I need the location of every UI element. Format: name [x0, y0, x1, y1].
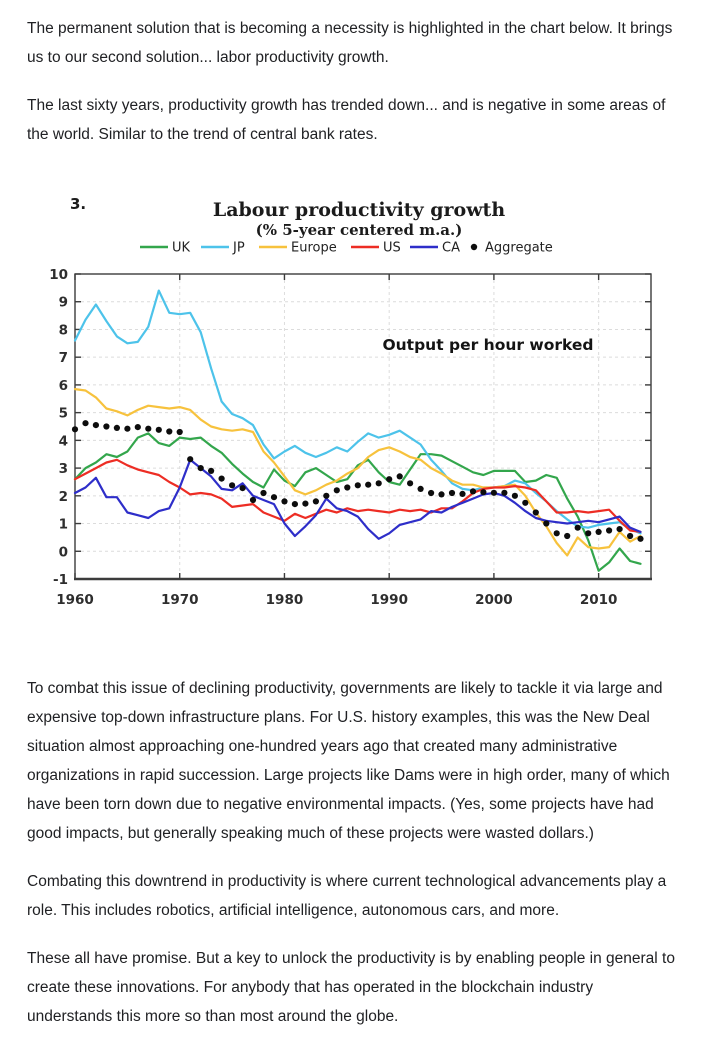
aggregate-dot	[491, 490, 497, 496]
aggregate-dot	[512, 493, 518, 499]
aggregate-dot	[292, 501, 298, 507]
y-tick-label: 0	[58, 544, 68, 561]
aggregate-dot	[82, 420, 88, 426]
legend-label-uk: UK	[172, 240, 191, 256]
productivity-chart-figure	[25, 191, 675, 626]
y-tick-label: 4	[58, 433, 68, 450]
figure-number: 3.	[70, 195, 87, 213]
aggregate-dot	[103, 423, 109, 429]
legend-label-aggregate: Aggregate	[485, 240, 553, 256]
aggregate-dot	[177, 429, 183, 435]
y-tick-label: -1	[53, 572, 68, 588]
aggregate-dot	[459, 491, 465, 497]
aggregate-dot	[302, 501, 308, 507]
paragraph-intro: The permanent solution that is becoming a necessity is highlighted in the chart below. It brings us to our second solution... labor productivity growth.	[27, 20, 673, 66]
legend-label-us: US	[383, 240, 401, 256]
chart-subtitle: (% 5-year centered m.a.)	[255, 221, 463, 239]
aggregate-dot	[386, 476, 392, 482]
aggregate-dot	[428, 490, 434, 496]
aggregate-dot	[564, 533, 570, 539]
aggregate-dot	[135, 424, 141, 430]
y-tick-label: 3	[58, 461, 68, 478]
aggregate-dot	[323, 493, 329, 499]
aggregate-dot	[397, 473, 403, 479]
annotation-output-per-hour: Output per hour worked	[382, 336, 594, 354]
y-tick-label: 5	[58, 405, 68, 422]
aggregate-dot	[281, 498, 287, 504]
aggregate-dot	[93, 422, 99, 428]
series-line-jp	[75, 291, 641, 534]
legend-swatch-aggregate	[471, 244, 477, 250]
aggregate-dot	[114, 425, 120, 431]
paragraph-promise: These all have promise. But a key to unlock the productivity is by enabling people in general to create these innovations. For anybody that has operated in the blockchain industry understands this more so than most around the globe.	[27, 950, 675, 1025]
y-tick-label: 10	[49, 267, 68, 283]
paragraph-combat: To combat this issue of declining productivity, governments are likely to tackle it via large and expensive top-down infrastructure plans. For U.S. history examples, this was the New Deal situation almost approaching one-hundred years ago that created many administrative organizations in rapid succession. Large projects like Dams were in high order, many of which have been torn down due to negative environmental impacts. (Yes, some projects have had good impacts, but generally speaking much of these projects were wasted dollars.)	[27, 680, 670, 842]
aggregate-dot	[240, 485, 246, 491]
paragraph-trend: The last sixty years, productivity growth has trended down... and is negative in some areas of the world. Similar to the trend of central bank rates.	[27, 97, 666, 143]
paragraph-technology: Combating this downtrend in productivity is where current technological advancements play a role. This includes robotics, artificial intelligence, autonomous cars, and more.	[27, 873, 667, 919]
aggregate-dot	[522, 500, 528, 506]
aggregate-dot	[585, 530, 591, 536]
aggregate-dot	[156, 427, 162, 433]
aggregate-dot	[229, 482, 235, 488]
aggregate-dot	[438, 491, 444, 497]
aggregate-dot	[596, 529, 602, 535]
aggregate-dot	[124, 426, 130, 432]
aggregate-dot	[344, 484, 350, 490]
aggregate-dot	[470, 488, 476, 494]
aggregate-dot	[637, 536, 643, 542]
aggregate-dot	[355, 482, 361, 488]
aggregate-dot	[187, 456, 193, 462]
aggregate-dot	[166, 428, 172, 434]
plot-border	[75, 274, 651, 579]
aggregate-dot	[533, 509, 539, 515]
y-tick-label: 2	[58, 488, 68, 505]
aggregate-dot	[271, 494, 277, 500]
aggregate-dot	[260, 490, 266, 496]
y-tick-label: 7	[58, 350, 68, 367]
aggregate-dot	[376, 480, 382, 486]
aggregate-dot	[145, 426, 151, 432]
aggregate-dot	[449, 490, 455, 496]
aggregate-dot	[554, 530, 560, 536]
aggregate-dot	[407, 480, 413, 486]
aggregate-dot	[365, 482, 371, 488]
aggregate-dot	[219, 476, 225, 482]
aggregate-dot	[480, 489, 486, 495]
y-tick-label: 8	[58, 322, 68, 339]
aggregate-dot	[501, 490, 507, 496]
series-line-uk	[75, 433, 641, 570]
aggregate-dot	[313, 498, 319, 504]
aggregate-dot	[418, 486, 424, 492]
aggregate-dot	[617, 526, 623, 532]
aggregate-dot	[334, 487, 340, 493]
aggregate-dot	[543, 520, 549, 526]
aggregate-dot	[72, 426, 78, 432]
series-line-ca	[75, 460, 641, 539]
legend-label-ca: CA	[442, 240, 460, 256]
x-tick-label: 2010	[579, 592, 618, 608]
aggregate-dot	[606, 527, 612, 533]
productivity-chart-svg	[25, 191, 685, 621]
y-tick-label: 9	[58, 294, 68, 311]
x-tick-label: 1960	[56, 592, 94, 608]
y-tick-label: 6	[58, 377, 68, 394]
legend-label-jp: JP	[233, 240, 245, 256]
x-tick-label: 1990	[370, 592, 408, 608]
aggregate-dot	[575, 525, 581, 531]
x-tick-label: 2000	[475, 592, 513, 608]
aggregate-dot	[208, 468, 214, 474]
x-tick-label: 1970	[160, 592, 199, 608]
aggregate-dot	[627, 533, 633, 539]
y-tick-label: 1	[58, 516, 68, 533]
legend-label-europe: Europe	[291, 240, 337, 256]
chart-title: Labour productivity growth	[212, 199, 506, 221]
aggregate-dot	[250, 497, 256, 503]
x-tick-label: 1980	[265, 592, 304, 608]
aggregate-dot	[198, 465, 204, 471]
